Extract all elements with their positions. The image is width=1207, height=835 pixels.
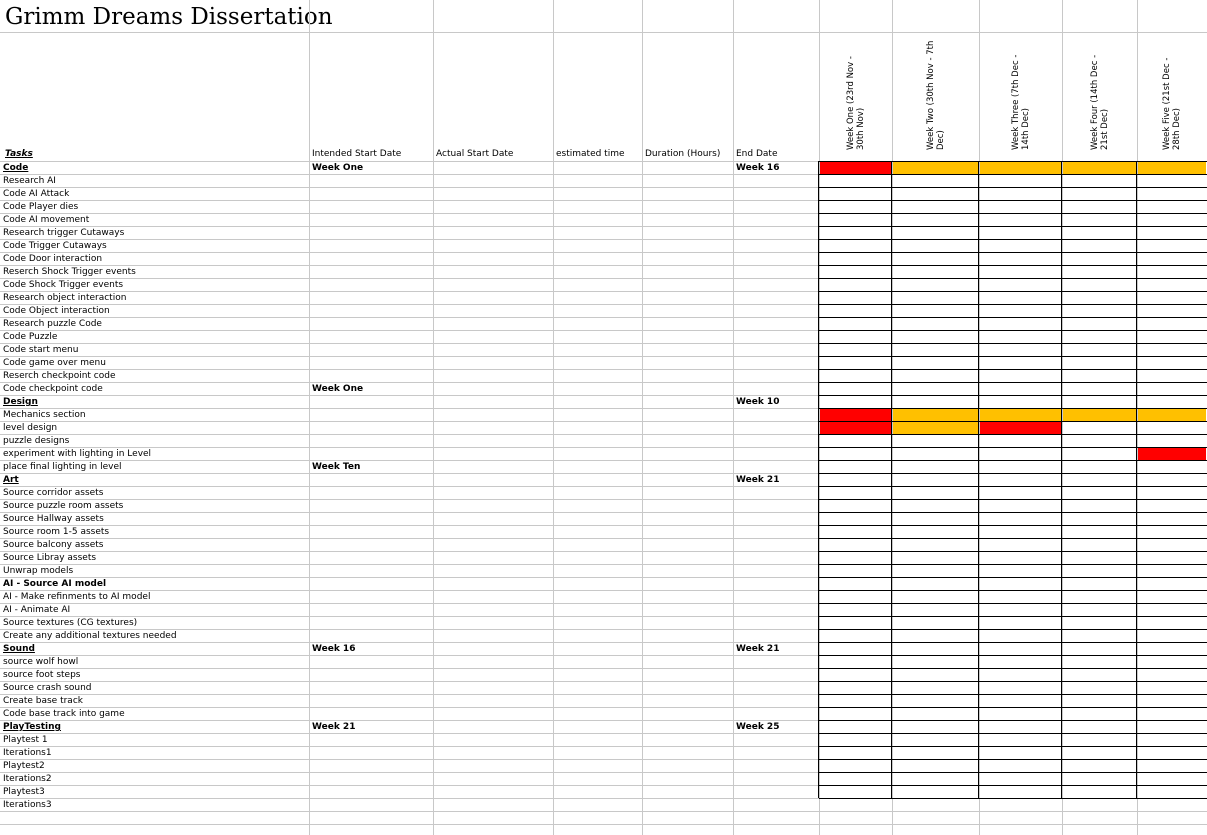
gantt-border [819,668,1207,669]
gantt-cell-amber[interactable] [892,162,978,174]
task-name[interactable]: Source room 1-5 assets [3,527,110,537]
task-name[interactable]: Playtest 1 [3,735,48,745]
gantt-border [819,213,1207,214]
gantt-border [819,395,1207,396]
gantt-border [891,161,892,798]
gantt-cell-red[interactable] [819,409,891,421]
task-name[interactable]: Create any additional textures needed [3,631,177,641]
gantt-border [819,356,1207,357]
task-name[interactable]: Code Trigger Cutaways [3,241,107,251]
task-name[interactable]: AI - Animate AI [3,605,71,615]
end-date-cell[interactable]: Week 21 [736,644,780,654]
gridline-vertical [309,0,310,835]
gridline-horizontal [0,32,1207,33]
task-name[interactable]: Code AI movement [3,215,90,225]
task-name[interactable]: Code Shock Trigger events [3,280,124,290]
task-name[interactable]: Unwrap models [3,566,74,576]
task-name[interactable]: source foot steps [3,670,81,680]
gantt-border [1136,161,1137,798]
task-name[interactable]: Iterations2 [3,774,52,784]
intended-start-cell[interactable]: Week One [312,384,364,394]
task-name[interactable]: Reserch Shock Trigger events [3,267,136,277]
gantt-border [819,512,1207,513]
gridline-vertical [1062,0,1063,835]
gantt-cell-red[interactable] [979,422,1061,434]
gantt-border [819,434,1207,435]
gridline-vertical [1137,0,1138,835]
gantt-border [819,577,1207,578]
gantt-border [819,382,1207,383]
gantt-border [1061,161,1062,798]
task-name[interactable]: Source puzzle room assets [3,501,124,511]
gantt-border [819,174,1207,175]
gantt-border [819,499,1207,500]
week-header[interactable]: Week Five (21st Dec - 28th Dec) [1162,57,1182,150]
gantt-border [819,733,1207,734]
task-name[interactable]: Playtest3 [3,787,45,797]
gantt-border [819,226,1207,227]
intended-start-cell[interactable]: Week 21 [312,722,356,732]
task-name[interactable]: Code checkpoint code [3,384,103,394]
gantt-cell-amber[interactable] [892,409,978,421]
gantt-border [819,486,1207,487]
gantt-border [819,317,1207,318]
gantt-cell-amber[interactable] [1062,162,1136,174]
gantt-border [819,798,1207,799]
header-end-date[interactable]: End Date [736,149,778,159]
task-name[interactable]: level design [3,423,58,433]
gridline-vertical [642,0,643,835]
gantt-border [819,746,1207,747]
task-name[interactable]: Source Hallway assets [3,514,104,524]
task-name[interactable]: puzzle designs [3,436,70,446]
task-name[interactable]: Code Door interaction [3,254,103,264]
gantt-border [819,369,1207,370]
gantt-cell-amber[interactable] [892,422,978,434]
header-intended-start[interactable]: Intended Start Date [312,149,402,159]
gantt-border [819,252,1207,253]
header-estimated-time[interactable]: estimated time [556,149,625,159]
header-duration[interactable]: Duration (Hours) [645,149,721,159]
gridline-horizontal [0,824,1207,825]
gantt-cell-amber[interactable] [979,409,1061,421]
gantt-border [819,265,1207,266]
section-header[interactable]: Code [3,163,29,173]
sheet-title[interactable]: Grimm Dreams Dissertation [5,4,333,30]
gantt-border [819,616,1207,617]
gantt-border [819,681,1207,682]
gantt-border [819,603,1207,604]
gantt-border [819,538,1207,539]
gantt-cell-amber[interactable] [1137,162,1206,174]
gantt-border [819,161,1207,162]
section-header[interactable]: PlayTesting [3,722,61,732]
header-actual-start[interactable]: Actual Start Date [436,149,514,159]
gantt-border [819,278,1207,279]
task-name[interactable]: Create base track [3,696,83,706]
task-name[interactable]: Code game over menu [3,358,106,368]
section-header[interactable]: Sound [3,644,35,654]
gantt-border [819,551,1207,552]
task-name[interactable]: Code base track into game [3,709,125,719]
end-date-cell[interactable]: Week 21 [736,475,780,485]
gantt-cell-amber[interactable] [1137,409,1206,421]
gantt-border [819,720,1207,721]
gantt-border [819,421,1207,422]
gantt-border [819,785,1207,786]
gridline-vertical [819,0,820,835]
task-name[interactable]: Research object interaction [3,293,127,303]
gantt-border [819,408,1207,409]
intended-start-cell[interactable]: Week One [312,163,364,173]
task-name[interactable]: Code AI Attack [3,189,70,199]
gantt-border [819,330,1207,331]
gantt-cell-red[interactable] [819,422,891,434]
task-name[interactable]: Mechanics section [3,410,86,420]
task-name[interactable]: Source crash sound [3,683,92,693]
gridline-vertical [979,0,980,835]
task-name[interactable]: Source balcony assets [3,540,104,550]
section-header[interactable]: Art [3,475,19,485]
task-name[interactable]: place final lighting in level [3,462,122,472]
task-name[interactable]: Code Puzzle [3,332,58,342]
intended-start-cell[interactable]: Week Ten [312,462,361,472]
task-name[interactable]: Research trigger Cutaways [3,228,125,238]
gantt-border [819,772,1207,773]
task-name[interactable]: Playtest2 [3,761,45,771]
gantt-border [819,525,1207,526]
gantt-border [819,304,1207,305]
task-name[interactable]: Code start menu [3,345,79,355]
task-name[interactable]: experiment with lighting in Level [3,449,152,459]
gantt-border [819,694,1207,695]
gantt-border [819,291,1207,292]
gantt-border [819,187,1207,188]
gantt-border [819,642,1207,643]
intended-start-cell[interactable]: Week 16 [312,644,356,654]
week-header[interactable]: Week Three (7th Dec - 14th Dec) [1010,54,1031,150]
task-name[interactable]: Research AI [3,176,56,186]
task-name[interactable]: AI - Make refinments to AI model [3,592,151,602]
gantt-border [819,239,1207,240]
gantt-border [819,629,1207,630]
week-header[interactable]: Week One (23rd Nov - 30th Nov) [845,56,866,150]
gantt-border [978,161,979,798]
gantt-border [819,473,1207,474]
end-date-cell[interactable]: Week 10 [736,397,780,407]
gantt-border [818,161,819,798]
gridline-vertical [733,0,734,835]
task-name[interactable]: Source corridor assets [3,488,104,498]
gantt-border [819,707,1207,708]
gantt-border [819,343,1207,344]
week-header[interactable]: Week Two (30th Nov - 7th Dec) [925,40,946,150]
task-name[interactable]: Code Player dies [3,202,79,212]
gridline-vertical [433,0,434,835]
task-name[interactable]: AI - Source AI model [3,579,107,589]
gantt-border [819,460,1207,461]
gantt-cell-red[interactable] [1137,448,1206,460]
task-name[interactable]: Source Libray assets [3,553,97,563]
gantt-border [819,447,1207,448]
gridline-vertical [892,0,893,835]
header-tasks[interactable]: Tasks [5,149,33,159]
gantt-border [819,564,1207,565]
task-name[interactable]: Reserch checkpoint code [3,371,116,381]
gantt-border [819,590,1207,591]
gantt-cell-amber[interactable] [979,162,1061,174]
task-name[interactable]: Iterations1 [3,748,52,758]
task-name[interactable]: Code Object interaction [3,306,110,316]
gantt-border [819,655,1207,656]
task-name[interactable]: source wolf howl [3,657,79,667]
gridline-horizontal [0,811,1207,812]
week-header[interactable]: Week Four (14th Dec - 21st Dec) [1089,54,1110,150]
task-name[interactable]: Research puzzle Code [3,319,102,329]
gantt-cell-red[interactable] [819,162,891,174]
gantt-border [819,200,1207,201]
end-date-cell[interactable]: Week 25 [736,722,780,732]
end-date-cell[interactable]: Week 16 [736,163,780,173]
gridline-vertical [553,0,554,835]
task-name[interactable]: Source textures (CG textures) [3,618,138,628]
task-name[interactable]: Iterations3 [3,800,52,810]
gantt-border [819,759,1207,760]
gantt-cell-amber[interactable] [1062,409,1136,421]
section-header[interactable]: Design [3,397,38,407]
